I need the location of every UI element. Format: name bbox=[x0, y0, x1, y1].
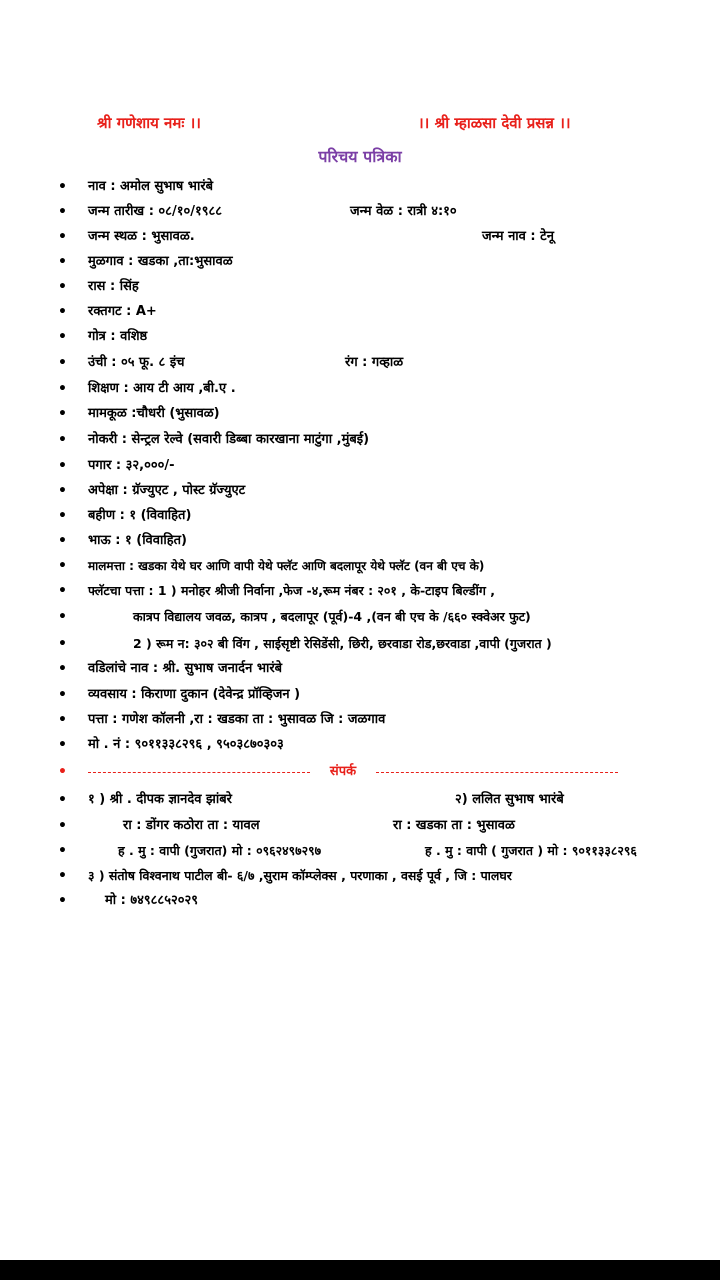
list-item bbox=[0, 890, 720, 915]
bullet-icon: • bbox=[58, 737, 67, 753]
list-item bbox=[0, 684, 720, 709]
list-item bbox=[0, 455, 720, 480]
bullet-icon: • bbox=[58, 818, 67, 834]
list-item bbox=[0, 176, 720, 201]
expectation-text: अपेक्षा : ग्रॅज्युएट , पोस्ट ग्रॅज्युएट bbox=[88, 483, 246, 498]
gotra-text: गोत्र : वशिष्ठ bbox=[88, 329, 148, 344]
list-item bbox=[0, 505, 720, 530]
address-text: पत्ता : गणेश कॉलनी ,रा : खडका ता : भुसावळ जि : जळगाव bbox=[88, 712, 386, 727]
flat-address-line1: फ्लॅटचा पत्ता : 1 ) मनोहर श्रीजी निर्वाना ,फेज -४,रूम नंबर : २०१ , के-टाइप बिल्डींग , bbox=[88, 583, 495, 598]
contact3-details: ३ ) संतोष विश्वनाथ पाटील बी- ६/७ ,सुराम कॉम्प्लेक्स , परणाका , वसई पूर्व , जि : पालघर bbox=[88, 868, 512, 883]
mamkul-text: मामकूळ :चौधरी (भुसावळ) bbox=[88, 406, 220, 421]
system-nav-bar bbox=[0, 1260, 720, 1280]
bullet-icon: • bbox=[58, 661, 67, 677]
contact2-mobile: ह . मु : वापी ( गुजरात ) मो : ९०११३३८२९६ bbox=[425, 843, 637, 858]
flat-address-line2: कात्रप विद्यालय जवळ, कात्रप , बदलापूर (पूर्व)-4 ,(वन बी एच के /६६० स्क्वेअर फुट) bbox=[133, 609, 531, 624]
list-item bbox=[0, 352, 720, 377]
bullet-icon: • bbox=[58, 304, 67, 320]
bullet-icon: • bbox=[58, 432, 67, 448]
list-item bbox=[0, 226, 720, 251]
list-item bbox=[0, 865, 720, 890]
property-text: मालमत्ता : खडका येथे घर आणि वापी येथे फ्लॅट आणि बदलापूर येथे फ्लॅट (वन बी एच के) bbox=[88, 559, 485, 573]
birth-time-text: जन्म वेळ : रात्री ४:१० bbox=[350, 204, 457, 219]
bullet-icon: • bbox=[58, 329, 67, 345]
list-item bbox=[0, 276, 720, 301]
invocation-left: श्री गणेशाय नमः ।। bbox=[97, 114, 201, 132]
list-item bbox=[0, 580, 720, 605]
bullet-icon: • bbox=[58, 355, 67, 371]
bullet-icon: • bbox=[58, 764, 67, 780]
bullet-icon: • bbox=[58, 229, 67, 245]
list-item bbox=[0, 606, 720, 631]
dob-text: जन्म तारीख : ०८/१०/१९८८ bbox=[88, 204, 223, 219]
rashi-text: रास : सिंह bbox=[88, 279, 139, 294]
height-text: उंची : ०५ फू. ८ इंच bbox=[88, 355, 185, 370]
contact3-mobile: मो : ७४९८८५२०२९ bbox=[105, 893, 198, 908]
list-item bbox=[0, 429, 720, 454]
bullet-icon: • bbox=[58, 279, 67, 295]
list-item bbox=[0, 815, 720, 840]
list-item bbox=[0, 378, 720, 403]
dashed-divider bbox=[376, 772, 618, 773]
blood-group-text: रक्तगट : A+ bbox=[88, 304, 157, 319]
page-title: परिचय पत्रिका bbox=[318, 147, 402, 166]
contact-heading: संपर्क bbox=[313, 763, 373, 781]
flat-address-2: 2 ) रूम न: ३०२ बी विंग , साईसृष्टी रेसिडेंसी, छिरी, छरवाडा रोड,छरवाडा ,वापी (गुजरात ) bbox=[133, 636, 552, 651]
list-item bbox=[0, 326, 720, 351]
bullet-icon: • bbox=[58, 483, 67, 499]
salary-text: पगार : ३२,०००/- bbox=[88, 458, 175, 473]
job-text: नोकरी : सेन्ट्रल रेल्वे (सवारी डिब्बा कारखाना माटुंगा ,मुंबई) bbox=[88, 432, 370, 447]
bullet-icon: • bbox=[58, 406, 67, 422]
birth-name-text: जन्म नाव : टेनू bbox=[482, 229, 554, 244]
bullet-icon: • bbox=[58, 636, 67, 652]
bullet-icon: • bbox=[58, 381, 67, 397]
native-text: मुळगाव : खडका ,ता:भुसावळ bbox=[88, 254, 233, 269]
bullet-icon: • bbox=[58, 533, 67, 549]
bullet-icon: • bbox=[58, 508, 67, 524]
list-item bbox=[0, 789, 720, 814]
list-item bbox=[0, 658, 720, 683]
list-item bbox=[0, 633, 720, 658]
bullet-icon: • bbox=[58, 792, 67, 808]
dashed-divider bbox=[88, 772, 310, 773]
list-item bbox=[0, 480, 720, 505]
bullet-icon: • bbox=[58, 254, 67, 270]
bullet-icon: • bbox=[58, 558, 67, 574]
invocation-right: ।। श्री म्हाळसा देवी प्रसन्न ।। bbox=[418, 114, 571, 132]
bullet-icon: • bbox=[58, 868, 67, 884]
list-item bbox=[0, 555, 720, 580]
contact1-mobile: ह . मु : वापी (गुजरात) मो : ०९६२४९७२९७ bbox=[118, 843, 322, 858]
bullet-icon: • bbox=[58, 893, 67, 909]
name-text: नाव : अमोल सुभाष भारंबे bbox=[88, 179, 214, 194]
business-text: व्यवसाय : किराणा दुकान (देवेन्द्र प्रॉव्हिजन ) bbox=[88, 687, 301, 702]
mobile-text: मो . नं : ९०११३३८२९६ , ९५०३८७०३०३ bbox=[88, 737, 284, 752]
bullet-icon: • bbox=[58, 204, 67, 220]
bullet-icon: • bbox=[58, 583, 67, 599]
bullet-icon: • bbox=[58, 458, 67, 474]
contact1-residence: रा : डोंगर कठोरा ता : यावल bbox=[123, 818, 260, 833]
father-name-text: वडिलांचे नाव : श्री. सुभाष जनार्दन भारंबे bbox=[88, 661, 283, 676]
list-item bbox=[0, 403, 720, 428]
contact2-name: २) ललित सुभाष भारंबे bbox=[455, 792, 564, 807]
list-item bbox=[0, 201, 720, 226]
bullet-icon: • bbox=[58, 712, 67, 728]
contact-separator bbox=[0, 761, 720, 786]
list-item bbox=[0, 251, 720, 276]
bullet-icon: • bbox=[58, 609, 67, 625]
complexion-text: रंग : गव्हाळ bbox=[345, 355, 404, 370]
contact1-name: १ ) श्री . दीपक ज्ञानदेव झांबरे bbox=[88, 792, 232, 807]
education-text: शिक्षण : आय टी आय ,बी.ए . bbox=[88, 381, 236, 396]
list-item bbox=[0, 530, 720, 555]
brother-text: भाऊ : १ (विवाहित) bbox=[88, 533, 188, 548]
bullet-icon: • bbox=[58, 843, 67, 859]
contact2-residence: रा : खडका ता : भुसावळ bbox=[393, 818, 515, 833]
list-item bbox=[0, 734, 720, 759]
bullet-icon: • bbox=[58, 687, 67, 703]
list-item bbox=[0, 301, 720, 326]
list-item bbox=[0, 840, 720, 865]
bullet-icon: • bbox=[58, 179, 67, 195]
list-item bbox=[0, 709, 720, 734]
birth-place-text: जन्म स्थळ : भुसावळ. bbox=[88, 229, 195, 244]
sister-text: बहीण : १ (विवाहित) bbox=[88, 508, 192, 523]
